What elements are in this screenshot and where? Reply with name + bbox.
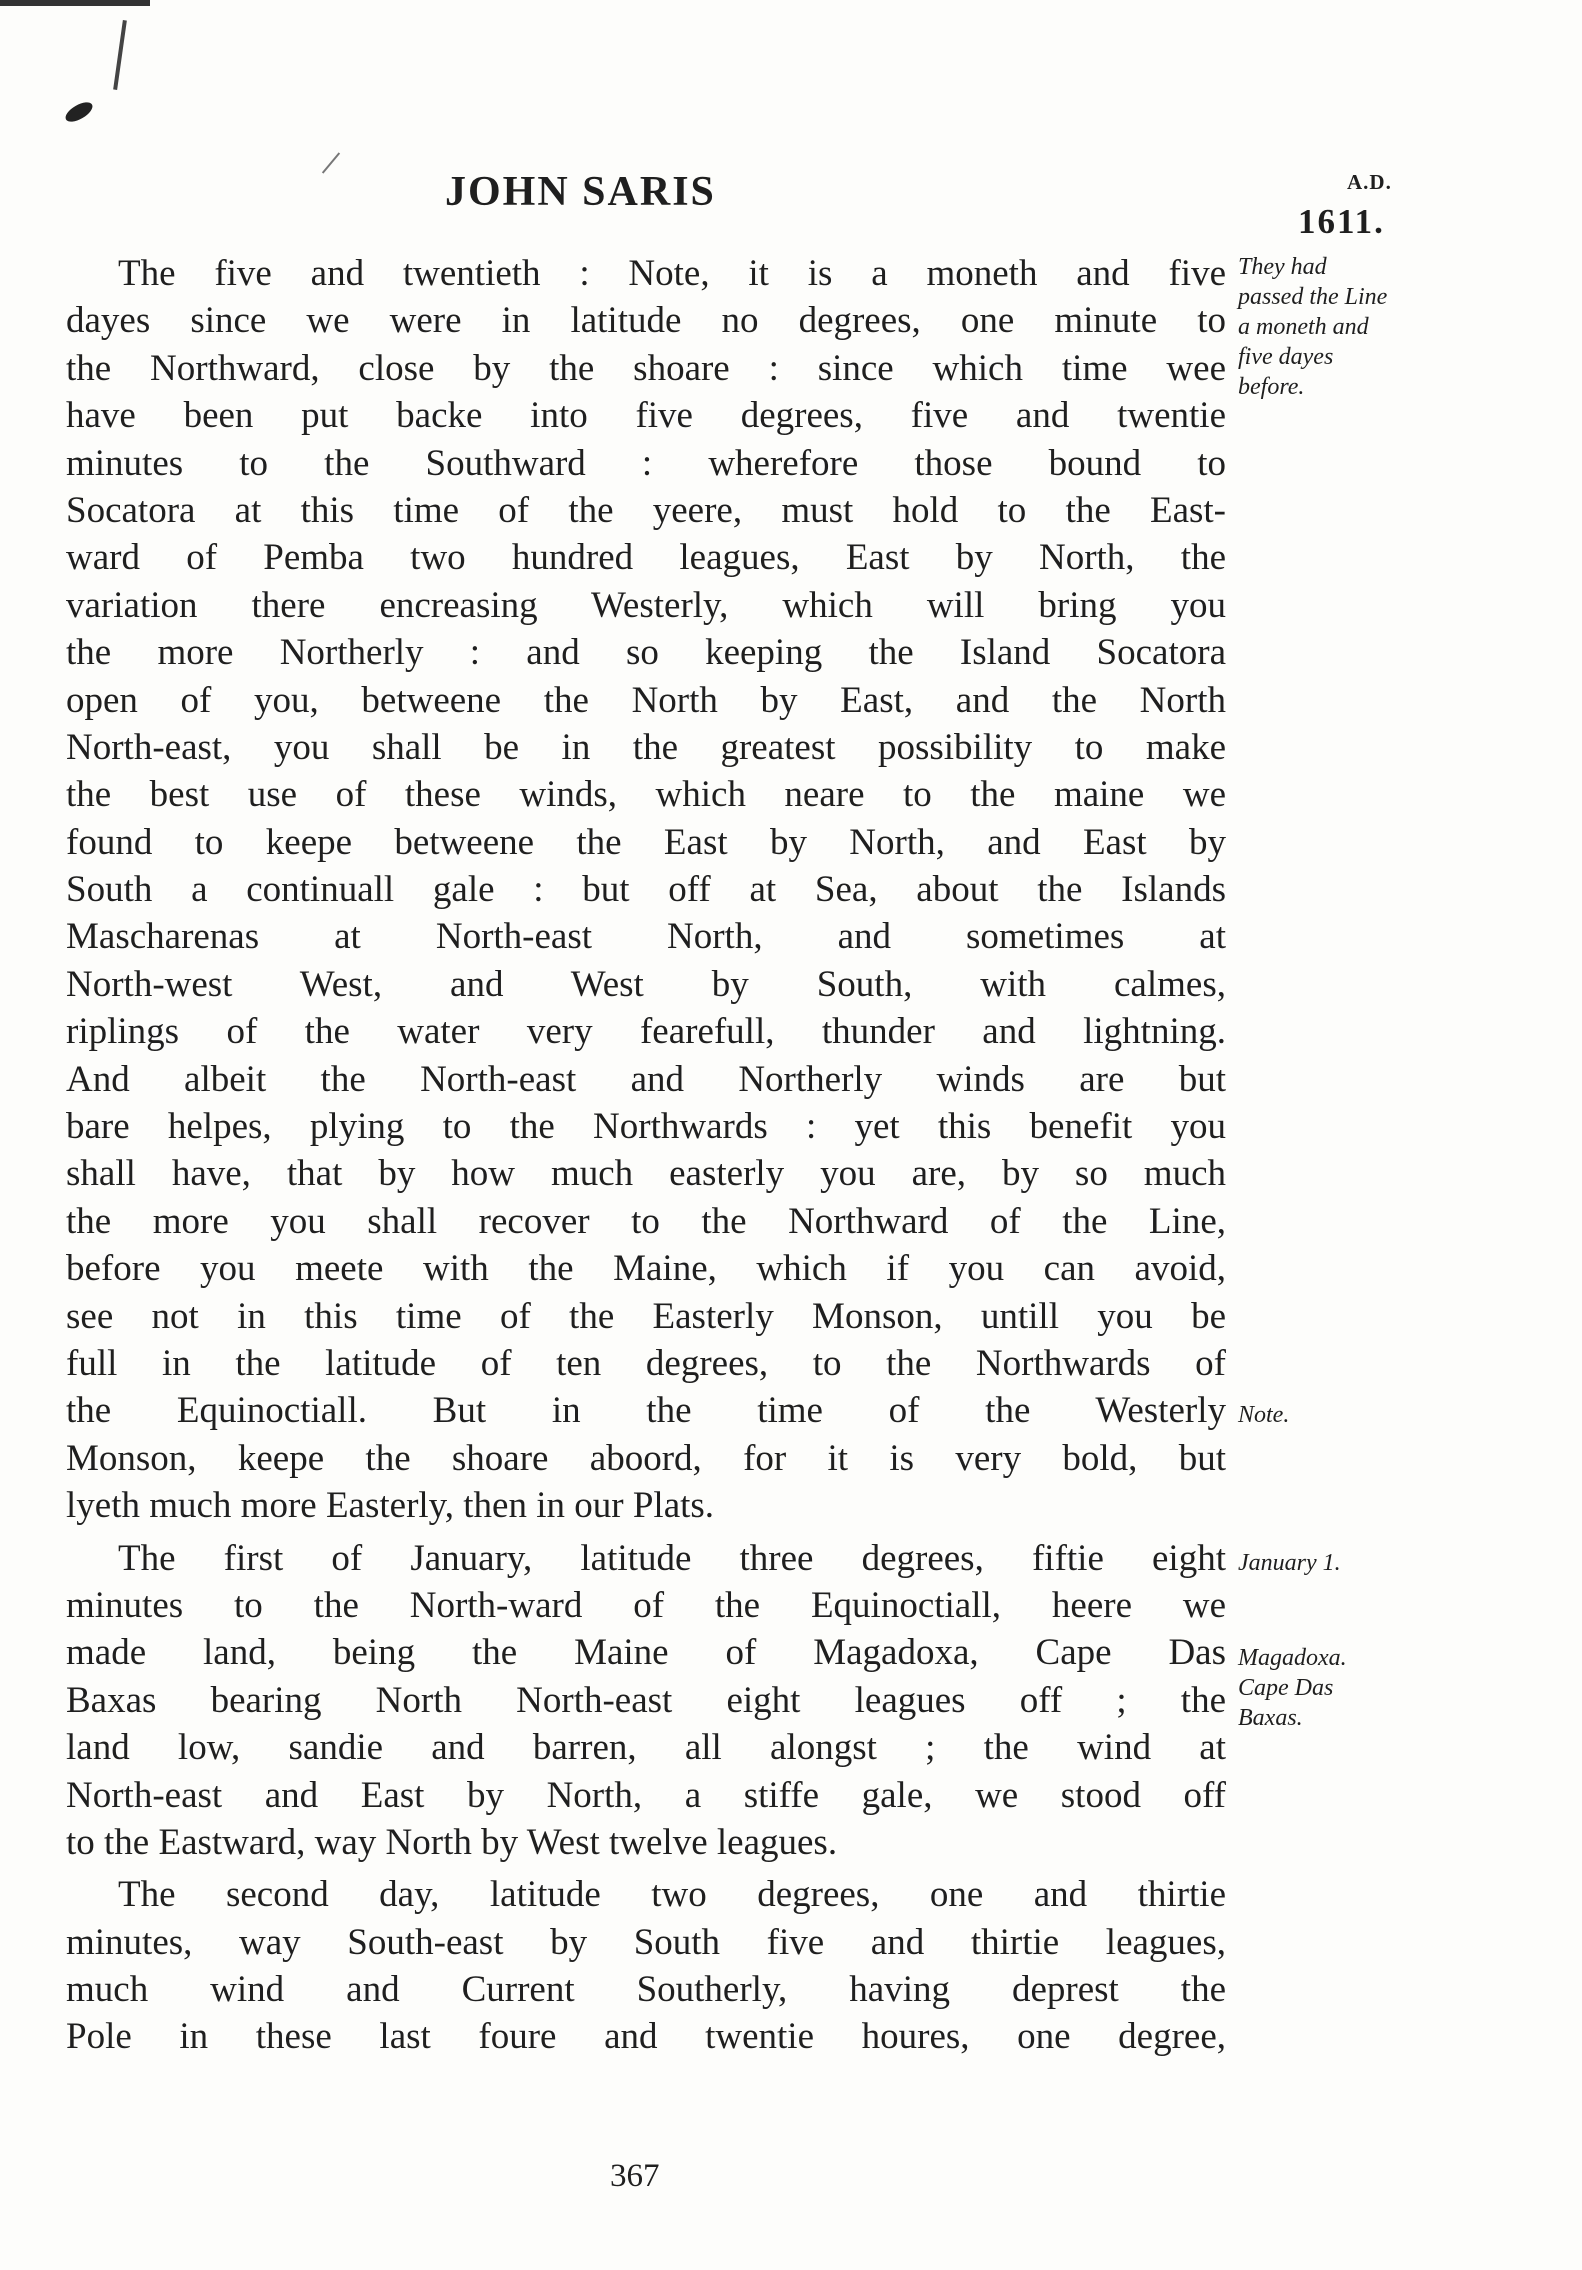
marginal-note	[1238, 1548, 1438, 1578]
text-line: minutes to the Southward : wherefore those bound to	[66, 442, 1226, 484]
marginal-note-line: passed the Line	[1238, 284, 1388, 310]
text-line: The second day, latitude two degrees, one and thirtie	[118, 1874, 1226, 1916]
text-line: made land, being the Maine of Magadoxa, Cape Das	[66, 1632, 1226, 1674]
text-line: full in the latitude of ten degrees, to the Northwards of	[66, 1342, 1226, 1384]
body-text	[66, 250, 1226, 2066]
text-line: land low, sandie and barren, all alongst ; the wind at	[66, 1727, 1226, 1769]
text-line: the Northward, close by the shoare : since which time wee	[66, 347, 1226, 389]
text-line: North-west West, and West by South, with calmes,	[66, 963, 1226, 1005]
text-line: before you meete with the Maine, which if you can avoid,	[66, 1248, 1226, 1290]
text-line: the Equinoctiall. But in the time of the Westerly	[66, 1390, 1226, 1432]
text-line: Monson, keepe the shoare aboord, for it is very bold, but	[66, 1437, 1226, 1479]
marginal-note-line: five dayes	[1238, 344, 1334, 370]
paragraph	[66, 1535, 1226, 1867]
paragraph	[66, 1871, 1226, 2061]
marginal-note-line: before.	[1238, 374, 1305, 400]
text-line: much wind and Current Southerly, having deprest the	[66, 1969, 1226, 2011]
text-line: riplings of the water very fearefull, thunder and lightning.	[66, 1011, 1226, 1053]
scan-blot	[63, 98, 96, 125]
scan-edge-shadow	[0, 0, 150, 6]
text-line: North-east and East by North, a stiffe gale, we stood off	[66, 1774, 1226, 1816]
text-line: Pole in these last foure and twentie houres, one degree,	[66, 2016, 1226, 2058]
text-line: shall have, that by how much easterly you are, by so much	[66, 1153, 1226, 1195]
text-line: North-east, you shall be in the greatest possibility to make	[66, 726, 1226, 768]
text-line: found to keepe betweene the East by North, and East by	[66, 821, 1226, 863]
text-line: variation there encreasing Westerly, which will bring you	[66, 584, 1226, 626]
text-line: bare helpes, plying to the Northwards : yet this benefit you	[66, 1106, 1226, 1148]
text-line: South a continuall gale : but off at Sea, about the Islands	[66, 869, 1226, 911]
text-line: the best use of these winds, which neare to the maine we	[66, 774, 1226, 816]
marginal-note-line: Baxas.	[1238, 1705, 1303, 1731]
marginal-note	[1238, 252, 1438, 402]
marginal-note-line: a moneth and	[1238, 314, 1369, 340]
year: 1611.	[1298, 202, 1385, 241]
text-line: minutes to the North-ward of the Equinoctiall, heere we	[66, 1584, 1226, 1626]
text-line: open of you, betweene the North by East, and the North	[66, 679, 1226, 721]
scan-pen-stroke	[322, 152, 340, 173]
scan-pen-stroke	[113, 20, 127, 90]
text-line: lyeth much more Easterly, then in our Plats.	[66, 1485, 715, 1527]
marginal-note-line: Cape Das	[1238, 1675, 1334, 1701]
year-label: A.D.	[1347, 170, 1392, 194]
marginal-note-line: They had	[1238, 254, 1327, 280]
text-line: ward of Pemba two hundred leagues, East by North, the	[66, 537, 1226, 579]
marginal-note-line: January 1.	[1238, 1550, 1341, 1576]
text-line: minutes, way South-east by South five and thirtie leagues,	[66, 1921, 1226, 1963]
page-number: 367	[610, 2158, 660, 2194]
text-line: The first of January, latitude three degrees, fiftie eight	[118, 1537, 1226, 1579]
text-line: see not in this time of the Easterly Monson, untill you be	[66, 1295, 1226, 1337]
text-line: dayes since we were in latitude no degrees, one minute to	[66, 300, 1226, 342]
text-line: the more Northerly : and so keeping the Island Socatora	[66, 632, 1226, 674]
marginal-note-line: Magadoxa.	[1238, 1645, 1347, 1671]
paragraph	[66, 250, 1226, 1530]
marginal-note	[1238, 1643, 1438, 1733]
marginal-note	[1238, 1400, 1438, 1430]
text-line: The five and twentieth : Note, it is a moneth and five	[118, 253, 1226, 294]
marginal-note-line: Note.	[1238, 1402, 1290, 1428]
text-line: Socatora at this time of the yeere, must hold to the East-	[66, 489, 1226, 531]
text-line: Mascharenas at North-east North, and sometimes at	[66, 916, 1226, 958]
text-line: Baxas bearing North North-east eight leagues off ; the	[66, 1679, 1226, 1721]
text-line: the more you shall recover to the Northward of the Line,	[66, 1200, 1226, 1242]
text-line: And albeit the North-east and Northerly winds are but	[66, 1058, 1226, 1100]
text-line: to the Eastward, way North by West twelve leagues.	[66, 1821, 838, 1863]
text-line: have been put backe into five degrees, five and twentie	[66, 395, 1226, 437]
running-head: JOHN SARIS	[445, 169, 716, 215]
